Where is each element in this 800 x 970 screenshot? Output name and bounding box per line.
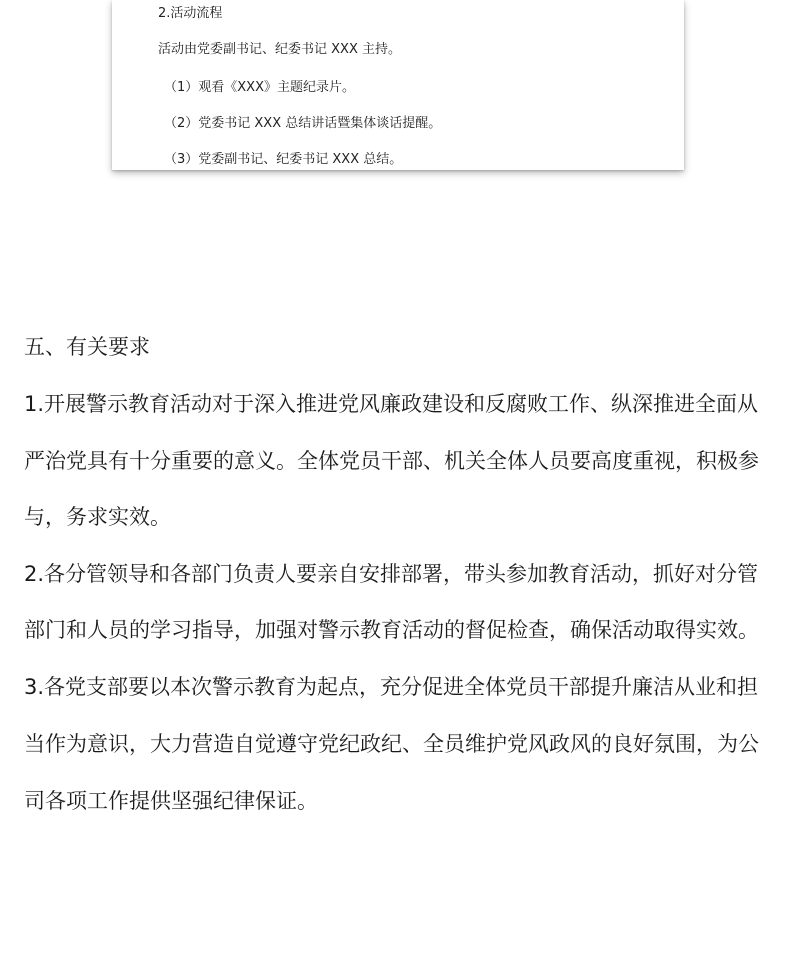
requirement-line: 当作为意识，大力营造自觉遵守党纪政纪、全员维护党风政风的良好氛围，为公 — [24, 732, 759, 756]
requirement-line: 3.各党支部要以本次警示教育为起点，充分促进全体党员干部提升廉洁从业和担 — [24, 675, 759, 699]
requirement-line: 司各项工作提供坚强纪律保证。 — [24, 789, 318, 813]
preview-step-1: （1）观看《XXX》主题纪录片。 — [164, 80, 355, 95]
requirement-line: 2.各分管领导和各部门负责人要亲自安排部署，带头参加教育活动，抓好对分管 — [24, 562, 759, 586]
requirement-line: 1.开展警示教育活动对于深入推进党风廉政建设和反腐败工作、纵深推进全面从 — [24, 392, 759, 416]
preview-step-3: （3）党委副书记、纪委书记 XXX 总结。 — [164, 152, 403, 167]
requirement-line: 严治党具有十分重要的意义。全体党员干部、机关全体人员要高度重视，积极参 — [24, 449, 759, 473]
preview-step-2: （2）党委书记 XXX 总结讲话暨集体谈话提醒。 — [164, 116, 442, 131]
preview-intro: 活动由党委副书记、纪委书记 XXX 主持。 — [158, 42, 401, 57]
requirement-line: 与，务求实效。 — [24, 505, 171, 529]
requirement-line: 部门和人员的学习指导，加强对警示教育活动的督促检查，确保活动取得实效。 — [24, 618, 759, 642]
document-preview-card — [112, 0, 684, 170]
preview-heading: 2.活动流程 — [158, 6, 223, 21]
section-title: 五、有关要求 — [24, 335, 150, 359]
